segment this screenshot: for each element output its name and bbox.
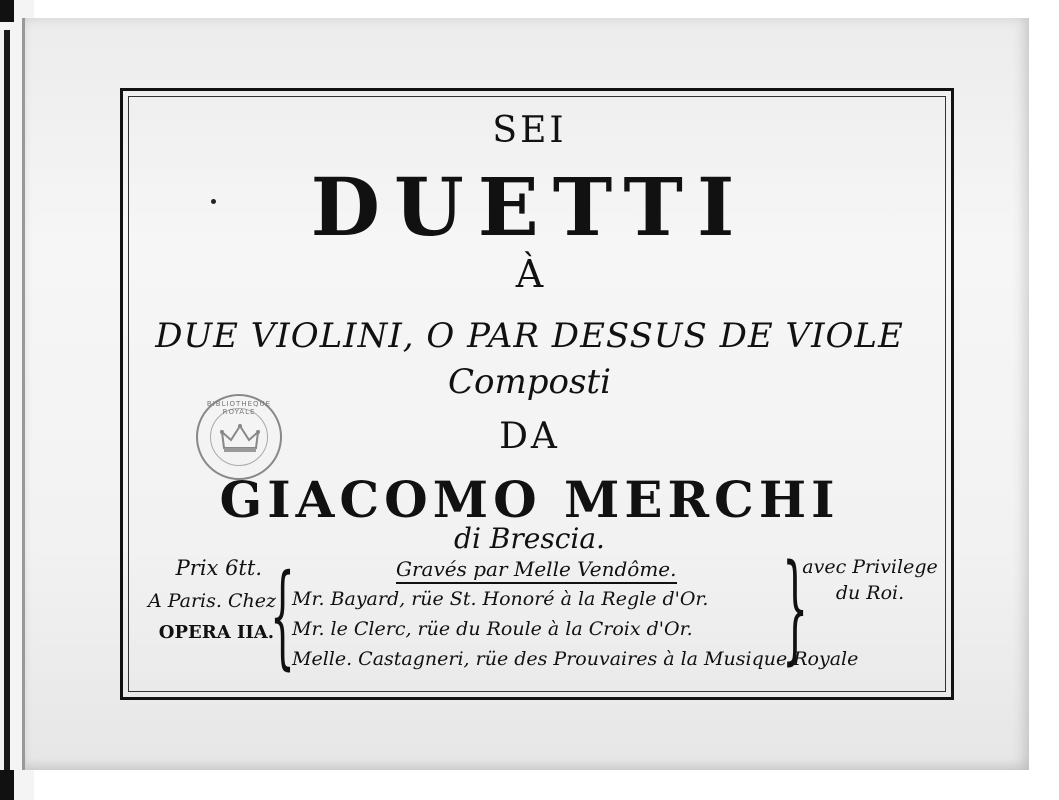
title-sei: SEI <box>492 110 567 151</box>
address-bayard: Mr. Bayard, rüe St. Honoré à la Regle d'Or. <box>292 588 709 610</box>
engraver-credit: Gravés par Melle Vendôme. <box>396 557 677 584</box>
library-stamp <box>196 394 282 480</box>
title-a: À <box>515 252 544 296</box>
stamp-text: BIBLIOTHEQUE ROYALE <box>206 400 272 416</box>
crown-icon <box>220 422 260 454</box>
price: Prix 6tt. <box>175 556 262 580</box>
binding-edge-top <box>0 0 14 22</box>
title-instruments: DUE VIOLINI, O PAR DESSUS DE VIOLE <box>155 316 904 356</box>
address-castagneri: Melle. Castagneri, rüe des Prouvaires à la Musique Royale <box>292 648 859 670</box>
title-duetti: DUETTI <box>310 160 749 254</box>
privilege-line-1: avec Privilege <box>802 556 938 578</box>
title-composti: Composti <box>448 362 611 402</box>
opera-number: OPERA IIA. <box>158 622 274 643</box>
left-brace: { <box>270 551 295 681</box>
binding-edge-bottom <box>0 770 14 800</box>
title-da: DA <box>499 416 560 457</box>
paris-chez: A Paris. Chez <box>147 590 276 612</box>
composer-origin: di Brescia. <box>454 522 605 555</box>
address-le-clerc: Mr. le Clerc, rüe du Roule à la Croix d'Or. <box>292 618 693 640</box>
right-brace: } <box>782 538 809 676</box>
composer-name: GIACOMO MERCHI <box>219 470 840 529</box>
privilege-line-2: du Roi. <box>835 582 905 604</box>
